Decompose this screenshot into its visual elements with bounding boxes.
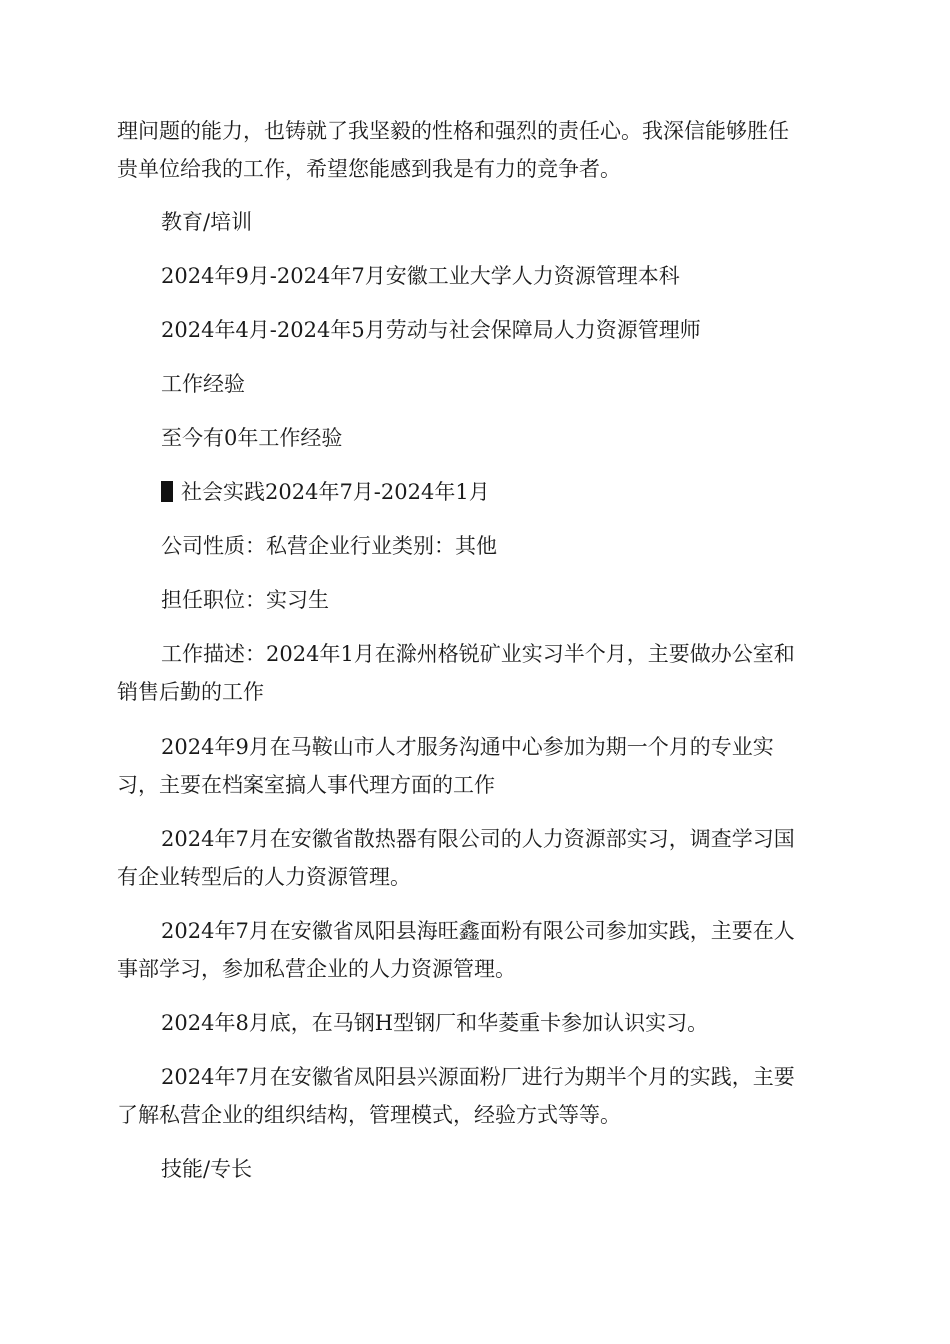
practice-title: 社会实践2024年7月-2024年1月: [181, 480, 490, 504]
paragraph-line: 2024年7月在安徽省凤阳县兴源面粉厂进行为期半个月的实践，主要: [161, 1065, 795, 1089]
paragraph-line: 有企业转型后的人力资源管理。: [117, 865, 411, 889]
paragraph-line: 2024年8月底，在马钢H型钢厂和华菱重卡参加认识实习。: [161, 1011, 709, 1035]
paragraph-line: 习，主要在档案室搞人事代理方面的工作: [117, 773, 495, 797]
education-entry: 2024年9月-2024年7月安徽工业大学人力资源管理本科: [161, 264, 680, 288]
position: 担任职位：实习生: [161, 588, 329, 612]
company-nature: 公司性质：私营企业行业类别：其他: [161, 534, 497, 558]
paragraph-line: 2024年7月在安徽省凤阳县海旺鑫面粉有限公司参加实践，主要在人: [161, 919, 795, 943]
section-heading-skills: 技能/专长: [161, 1157, 253, 1181]
paragraph-line: 2024年9月在马鞍山市人才服务沟通中心参加为期一个月的专业实: [161, 735, 774, 759]
section-heading-education: 教育/培训: [161, 210, 253, 234]
section-heading-work: 工作经验: [161, 372, 245, 396]
paragraph-line: 销售后勤的工作: [117, 680, 264, 704]
paragraph-line: 工作描述：2024年1月在滁州格锐矿业实习半个月，主要做办公室和: [161, 642, 795, 666]
paragraph-line: 贵单位给我的工作，希望您能感到我是有力的竞争者。: [117, 157, 621, 181]
practice-title-row: [161, 473, 881, 511]
paragraph-line: 2024年7月在安徽省散热器有限公司的人力资源部实习，调查学习国: [161, 827, 795, 851]
bullet-bar-icon: [161, 481, 173, 502]
work-years: 至今有0年工作经验: [161, 426, 343, 450]
education-entry: 2024年4月-2024年5月劳动与社会保障局人力资源管理师: [161, 318, 701, 342]
paragraph-line: 了解私营企业的组织结构，管理模式，经验方式等等。: [117, 1103, 621, 1127]
paragraph-line: 理问题的能力，也铸就了我坚毅的性格和强烈的责任心。我深信能够胜任: [117, 119, 789, 143]
paragraph-line: 事部学习，参加私营企业的人力资源管理。: [117, 957, 516, 981]
